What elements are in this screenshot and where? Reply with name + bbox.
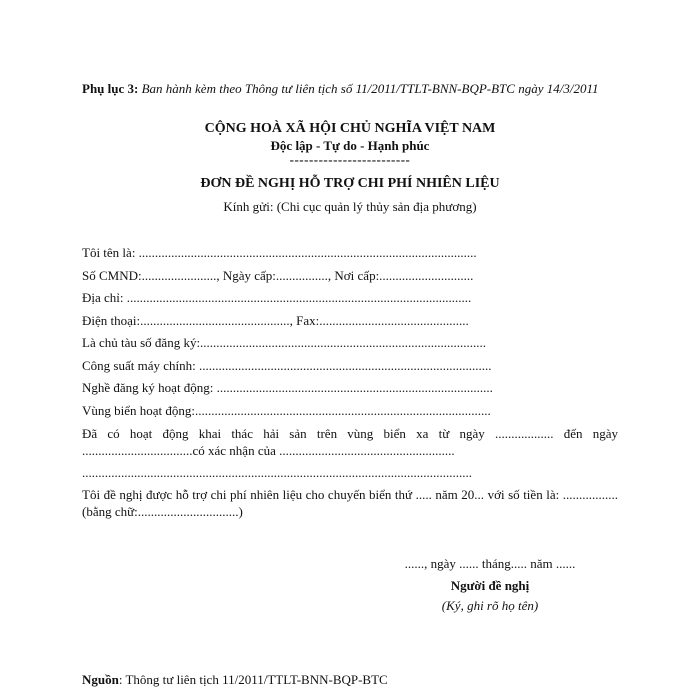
field-phone-fax: Điện thoại:.............................................., Fax:.............................................. (82, 312, 469, 328)
source-line (82, 672, 388, 688)
annex-note (82, 80, 618, 97)
signature-role: Người đề nghị (450, 578, 530, 593)
annex-text: Ban hành kèm theo Thông tư liên tịch số 11/2011/TTLT-BNN-BQP-BTC ngày 14/3/2011 (141, 81, 599, 96)
annex-label: Phụ lục 3: (82, 81, 139, 96)
field-engine-power: Công suất máy chính: .......................................................................................... (82, 357, 492, 373)
request-paragraph: Tôi đề nghị được hỗ trợ chi phí nhiên liệu cho chuyến biển thứ ..... năm 20... với số tiền là: ................. (bằng chữ:...............................) (82, 487, 618, 519)
signature-note: (Ký, ghi rõ họ tên) (441, 598, 539, 613)
field-address: Địa chỉ: .......................................................................................................... (82, 290, 472, 305)
document-title: ĐƠN ĐỀ NGHỊ HỖ TRỢ CHI PHÍ NHIÊN LIỆU (200, 176, 500, 191)
dotted-line: ........................................................................................................................ (82, 465, 472, 480)
field-registered-occupation: Nghề đăng ký hoạt động: ..................................................................................... (82, 380, 493, 395)
signature-date-line: ......, ngày ...... tháng..... năm ...... (404, 556, 576, 571)
header-separator: ------------------------- (289, 152, 411, 167)
form-fields (82, 242, 622, 422)
country-name: CỘNG HOÀ XÃ HỘI CHỦ NGHĨA VIỆT NAM (204, 121, 496, 136)
source-text: : Thông tư liên tịch 11/2011/TTLT-BNN-BQP-BTC (118, 672, 388, 687)
national-motto: Độc lập - Tự do - Hạnh phúc (270, 138, 430, 153)
source-label: Nguồn (82, 672, 119, 687)
field-full-name: Tôi tên là: ........................................................................................................ (82, 245, 477, 260)
field-id-card: Số CMND:......................., Ngày cấp:................, Nơi cấp:............................. (82, 267, 474, 283)
recipient-line: Kính gửi: (Chi cục quản lý thủy sản địa phương) (223, 199, 477, 214)
field-vessel-registration: Là chủ tàu số đăng ký:........................................................................................ (82, 335, 487, 350)
activity-paragraph: Đã có hoạt động khai thác hải sản trên vùng biển xa từ ngày .................. đến ngày ..................................có xác nhận của ...................................................... (82, 426, 618, 458)
field-operating-area: Vùng biển hoạt động:........................................................................................... (82, 402, 491, 418)
